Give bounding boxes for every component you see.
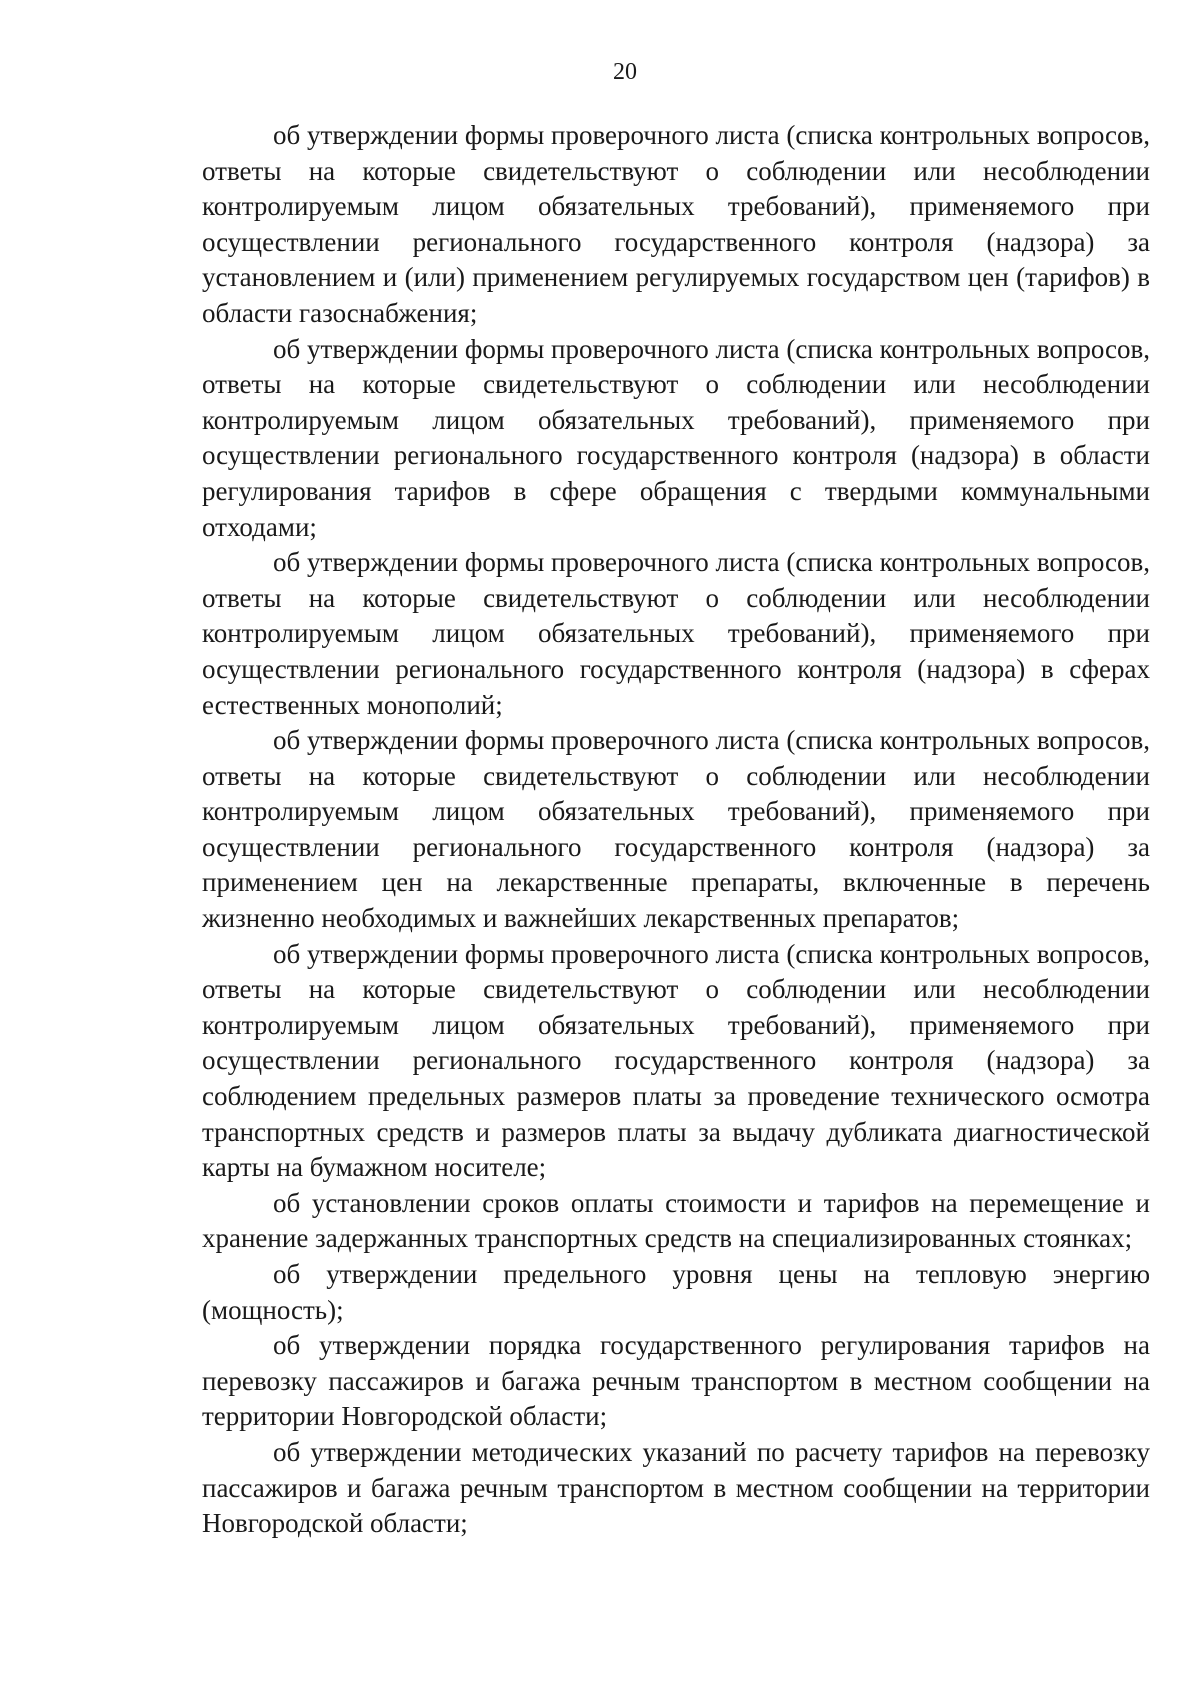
paragraph-gas-supply-checklist: об утверждении формы проверочного листа (списка контрольных вопросов, ответы на которые свидетельствуют о соблюдении или несоблюдении контролируемым лицом обязательных требований), применяемого при осуществлении регионального государственного контроля (надзора) за установлением и (или) применением регулируемых государством цен (тарифов) в области газоснабжения; — [202, 120, 1150, 328]
paragraph-heat-energy-price: об утверждении предельного уровня цены на тепловую энергию (мощность); — [202, 1259, 1150, 1325]
page-number: 20 — [613, 59, 637, 85]
paragraph-medicines-prices-checklist: об утверждении формы проверочного листа (списка контрольных вопросов, ответы на которые свидетельствуют о соблюдении или несоблюдении контролируемым лицом обязательных требований), применяемого при осуществлении регионального государственного контроля (надзора) за применением цен на лекарственные препараты, включенные в перечень жизненно необходимых и важнейших лекарственных препаратов; — [202, 725, 1150, 934]
paragraph-technical-inspection-checklist: об утверждении формы проверочного листа (списка контрольных вопросов, ответы на которые свидетельствуют о соблюдении или несоблюдении контролируемым лицом обязательных требований), применяемого при осуществлении регионального государственного контроля (надзора) за соблюдением предельных размеров платы за проведение технического осмотра транспортных средств и размеров платы за выдачу дубликата диагностической карты на бумажном носителе; — [202, 938, 1150, 1183]
paragraph-impound-parking-payment: об установлении сроков оплаты стоимости и тарифов на перемещение и хранение задержанных транспортных средств на специализированных стоянках; — [202, 1187, 1150, 1254]
paragraph-river-transport-methodology: об утверждении методических указаний по расчету тарифов на перевозку пассажиров и багажа речным транспортом в местном сообщении на территории Новгородской области; — [202, 1436, 1150, 1539]
paragraph-river-transport-tariff-procedure: об утверждении порядка государственного регулирования тарифов на перевозку пассажиров и багажа речным транспортом в местном сообщении на территории Новгородской области; — [202, 1330, 1150, 1432]
document-body — [202, 118, 1150, 1542]
paragraph-solid-waste-checklist: об утверждении формы проверочного листа (списка контрольных вопросов, ответы на которые свидетельствуют о соблюдении или несоблюдении контролируемым лицом обязательных требований), применяемого при осуществлении регионального государственного контроля (надзора) в области регулирования тарифов в сфере обращения с твердыми коммунальными отходами; — [202, 333, 1150, 542]
paragraph-natural-monopolies-checklist: об утверждении формы проверочного листа (списка контрольных вопросов, ответы на которые свидетельствуют о соблюдении или несоблюдении контролируемым лицом обязательных требований), применяемого при осуществлении регионального государственного контроля (надзора) в сферах естественных монополий; — [202, 547, 1150, 720]
